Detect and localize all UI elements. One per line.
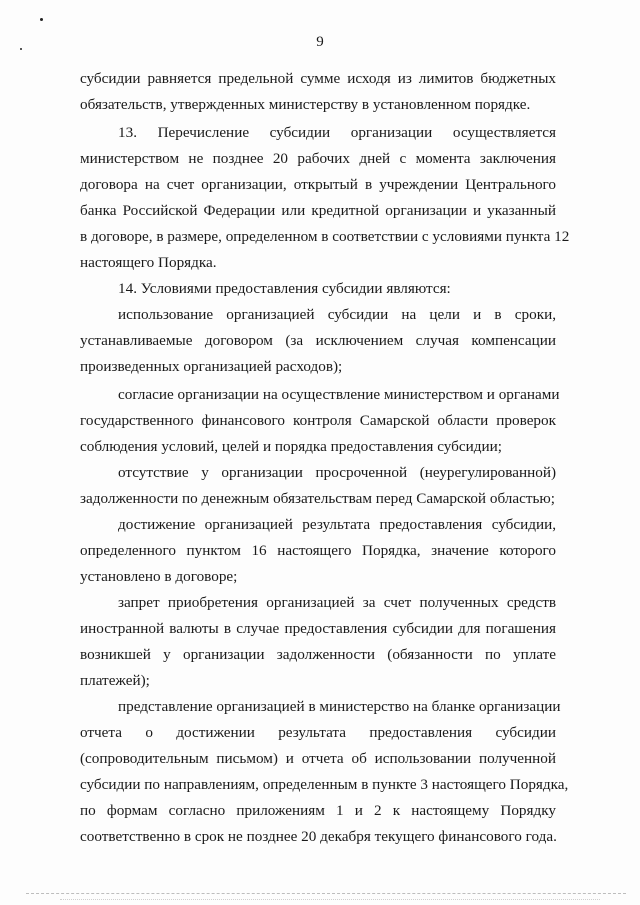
paragraph-line: соблюдения условий, целей и порядка предоставления субсидии; (80, 438, 502, 455)
page-number: 9 (316, 34, 324, 50)
paragraph-line: отчета о достижении результата предоставления субсидии (80, 724, 556, 741)
paragraph-line: возникшей у организации задолженности (обязанности по уплате (80, 646, 556, 663)
scan-artifact-dot (40, 18, 43, 21)
paragraph-line: соответственно в срок не позднее 20 декабря текущего финансового года. (80, 828, 557, 845)
paragraph-line: банка Российской Федерации или кредитной организации и указанный (80, 202, 556, 219)
paragraph-line: государственного финансового контроля Самарской области проверок (80, 412, 556, 429)
paragraph-line: министерством не позднее 20 рабочих дней с момента заключения (80, 150, 556, 167)
paragraph-line: субсидии по направлениям, определенным в пункте 3 настоящего Порядка, (80, 776, 569, 793)
scan-edge-rule (60, 899, 600, 900)
paragraph-line: по формам согласно приложениям 1 и 2 к настоящему Порядку (80, 802, 556, 819)
paragraph-line: в договоре, в размере, определенном в соответствии с условиями пункта 12 (80, 228, 570, 245)
paragraph-line: согласие организации на осуществление министерством и органами (118, 386, 560, 403)
paragraph-line: субсидии равняется предельной сумме исходя из лимитов бюджетных (80, 70, 556, 87)
paragraph-line: устанавливаемые договором (за исключением случая компенсации (80, 332, 556, 349)
paragraph-line: отсутствие у организации просроченной (неурегулированной) (118, 464, 556, 481)
section-heading: 14. Условиями предоставления субсидии являются: (118, 280, 451, 297)
paragraph-line: запрет приобретения организацией за счет полученных средств (118, 594, 556, 611)
paragraph-line: произведенных организацией расходов); (80, 358, 343, 375)
paragraph-line: настоящего Порядка. (80, 254, 217, 271)
paragraph-line: использование организацией субсидии на цели и в сроки, (118, 306, 556, 323)
paragraph-line: представление организацией в министерство на бланке организации (118, 698, 561, 715)
scan-edge-rule (26, 893, 626, 894)
paragraph-line: задолженности по денежным обязательствам перед Самарской областью; (80, 490, 555, 507)
paragraph-line: обязательств, утвержденных министерству в установленном порядке. (80, 96, 531, 113)
paragraph-line: определенного пунктом 16 настоящего Порядка, значение которого (80, 542, 556, 559)
paragraph-line: 13. Перечисление субсидии организации осуществляется (118, 124, 556, 141)
paragraph-line: иностранной валюты в случае предоставления субсидии для погашения (80, 620, 556, 637)
paragraph-line: договора на счет организации, открытый в учреждении Центрального (80, 176, 556, 193)
paragraph-line: платежей); (80, 672, 150, 689)
paragraph-line: установлено в договоре; (80, 568, 238, 585)
paragraph-line: (сопроводительным письмом) и отчета об использовании полученной (80, 750, 556, 767)
paragraph-line: достижение организацией результата предоставления субсидии, (118, 516, 556, 533)
